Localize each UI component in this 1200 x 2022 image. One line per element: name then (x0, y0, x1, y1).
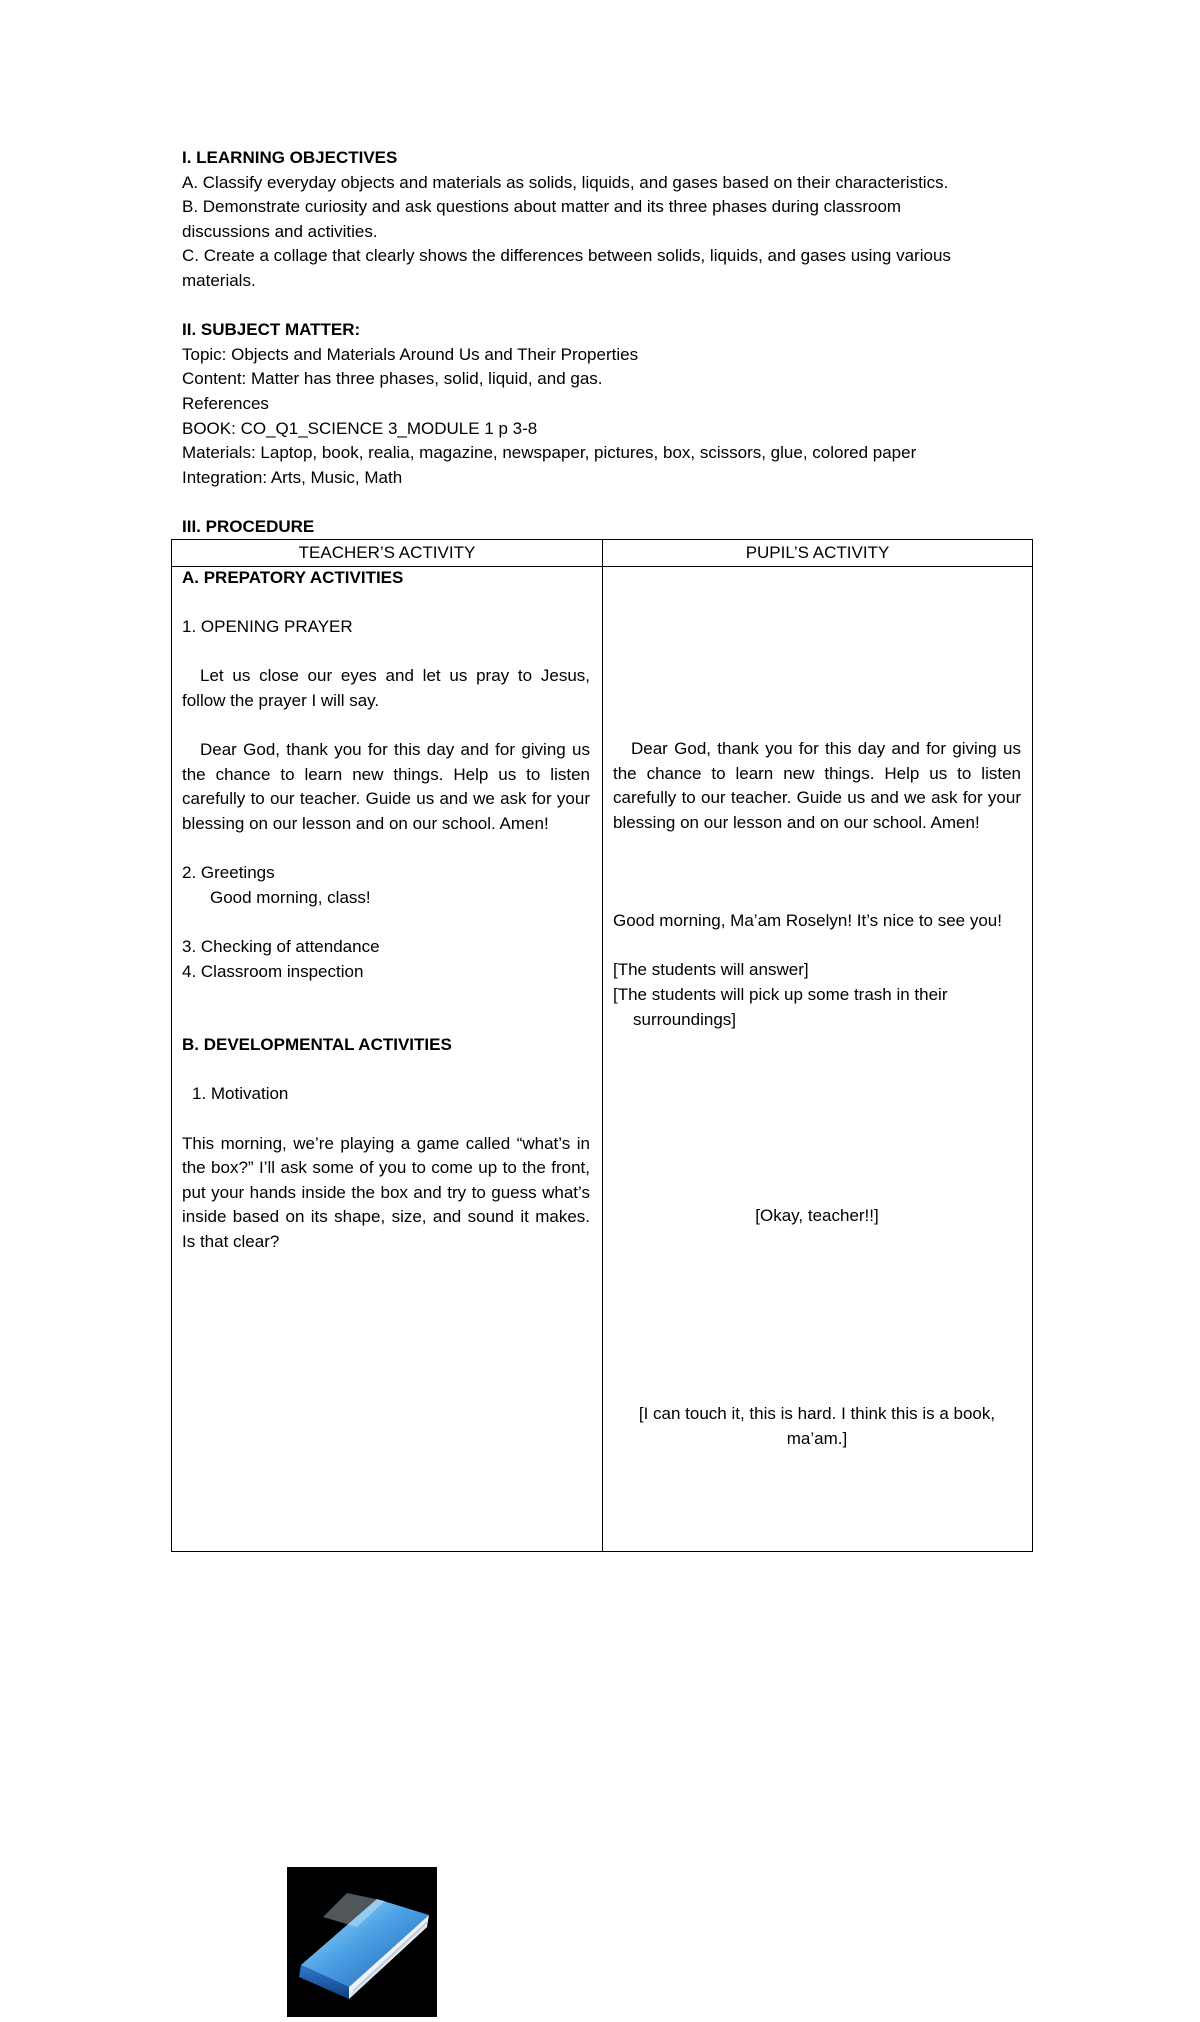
column-divider (602, 540, 603, 1551)
inspection-label: 4. Classroom inspection (182, 961, 364, 981)
greetings-label: 2. Greetings (182, 863, 275, 883)
objective-b-line1: B. Demonstrate curiosity and ask questions about matter and its three phases during classroom (182, 197, 902, 217)
motivation-text: This morning, we’re playing a game called “what’s in the box?” I’ll ask some of you to come up to the front, put your hands inside the box and try to guess what’s inside based on its shape, size, and sound it makes. Is that clear? (182, 1133, 590, 1252)
objective-a: A. Classify everyday objects and materials as solids, liquids, and gases based on their characteristics. (182, 172, 949, 192)
attendance-label: 3. Checking of attendance (182, 936, 380, 956)
pupil-guess-reply: [I can touch it, this is hard. I think this is a book, ma’am.] (638, 1404, 996, 1448)
teacher-greeting: Good morning, class! (210, 887, 371, 907)
content-line: Content: Matter has three phases, solid, liquid, and gas. (182, 369, 603, 389)
integration-line: Integration: Arts, Music, Math (182, 467, 403, 487)
teacher-activity-column (182, 566, 590, 1255)
teacher-prayer: Dear God, thank you for this day and for giving us the chance to learn new things. Help us to listen carefully to our teacher. Guide us and we ask for your blessing on our lesson and on our school. Amen! (182, 740, 590, 833)
procedure-heading: III. PROCEDURE (182, 516, 315, 536)
topic-line: Topic: Objects and Materials Around Us and Their Properties (182, 344, 639, 364)
document-header (182, 146, 1042, 540)
materials-line: Materials: Laptop, book, realia, magazine, newspaper, pictures, box, scissors, glue, colored paper (182, 443, 917, 463)
objective-c-line2: materials. (182, 270, 256, 290)
prep-heading: A. PREPATORY ACTIVITIES (182, 568, 404, 587)
pupil-column-header: PUPIL’S ACTIVITY (745, 543, 890, 562)
objective-b-line2: discussions and activities. (182, 221, 378, 241)
pupil-greeting-reply: Good morning, Ma’am Roselyn! It’s nice to see you! (613, 911, 1002, 930)
subject-matter-heading: II. SUBJECT MATTER: (182, 320, 361, 340)
book-icon (287, 1867, 437, 2017)
motivation-label: 1. Motivation (192, 1084, 289, 1104)
objective-c-line1: C. Create a collage that clearly shows the differences between solids, liquids, and gases using various (182, 246, 951, 266)
book-image (287, 1867, 437, 2017)
references-line: References (182, 393, 269, 413)
opening-prayer-label: 1. OPENING PRAYER (182, 617, 353, 637)
pupil-inspection-reply: [The students will pick up some trash in their surroundings] (613, 985, 948, 1029)
prayer-intro: Let us close our eyes and let us pray to Jesus, follow the prayer I will say. (182, 666, 590, 710)
developmental-heading: B. DEVELOPMENTAL ACTIVITIES (182, 1035, 452, 1055)
pupil-okay-reply: [Okay, teacher!!] (755, 1206, 879, 1225)
pupil-attendance-reply: [The students will answer] (613, 960, 809, 979)
pupil-prayer: Dear God, thank you for this day and for giving us the chance to learn new things. Help us to listen carefully to our teacher. Guide us and we ask for your blessing on our lesson and on our school. Amen! (613, 739, 1021, 832)
teacher-column-header: TEACHER’S ACTIVITY (298, 543, 476, 562)
procedure-table (171, 539, 1033, 1552)
objectives-heading: I. LEARNING OBJECTIVES (182, 148, 398, 167)
book-line: BOOK: CO_Q1_SCIENCE 3_MODULE 1 p 3-8 (182, 418, 538, 438)
